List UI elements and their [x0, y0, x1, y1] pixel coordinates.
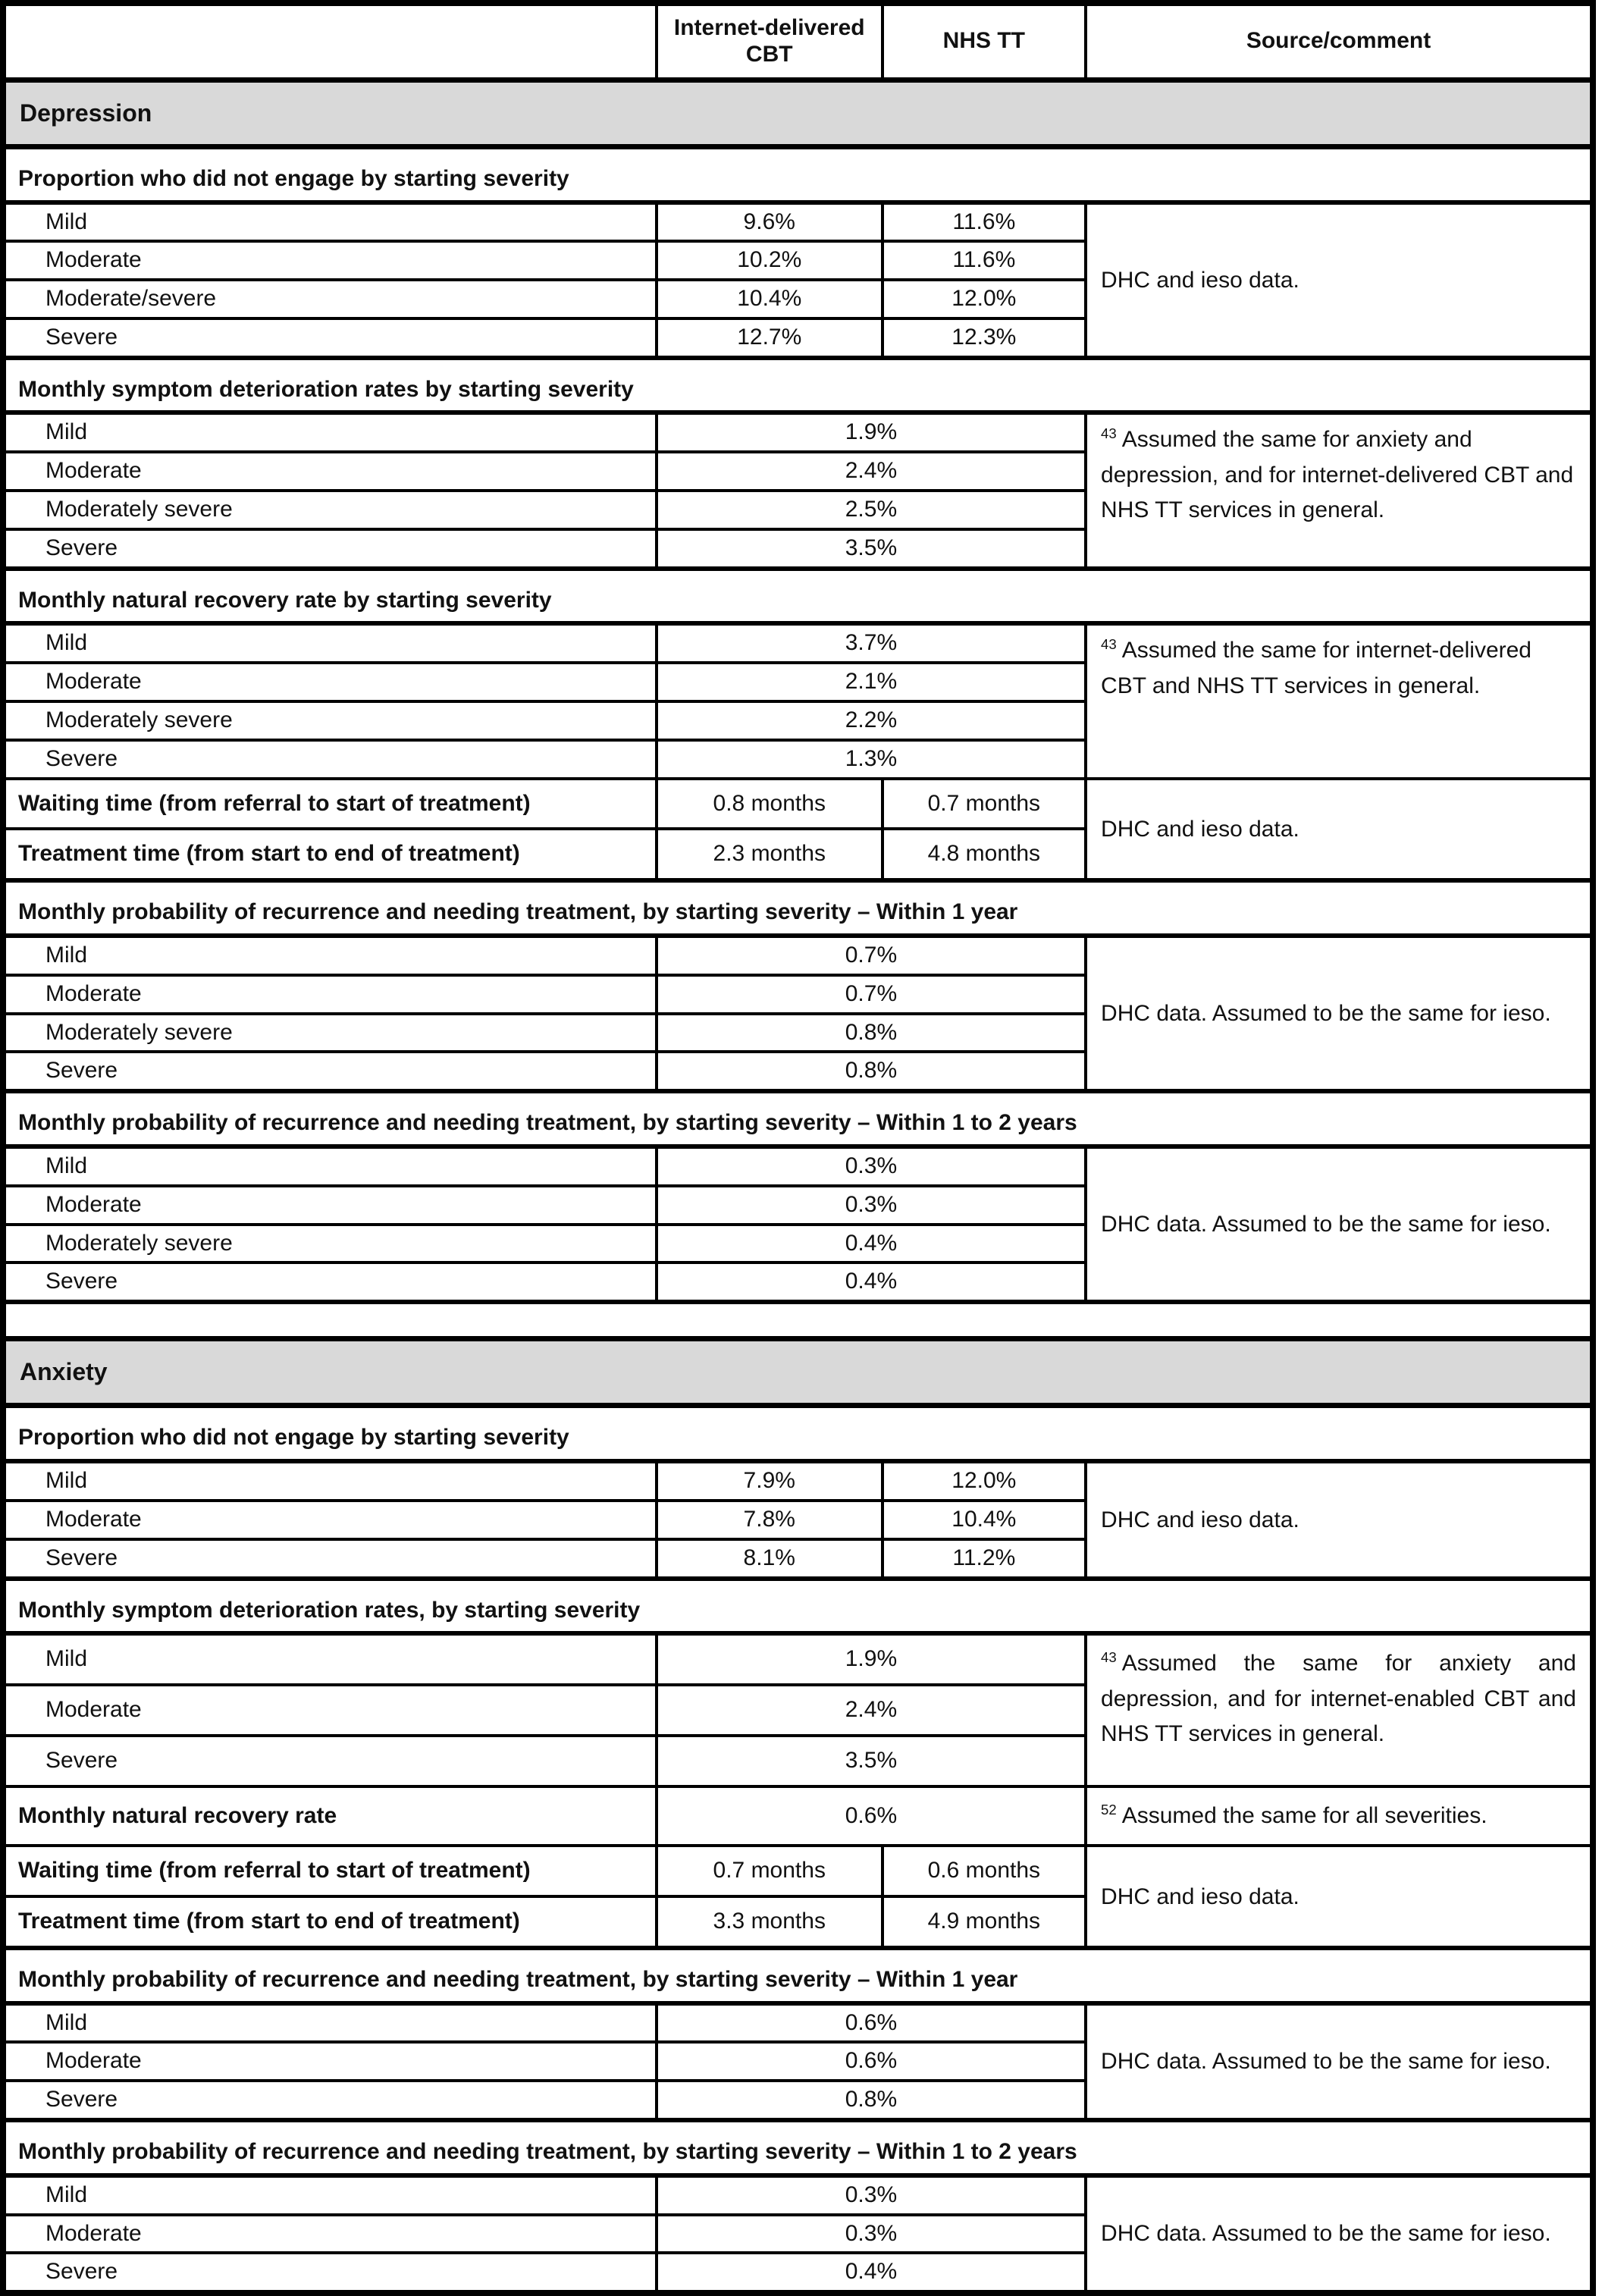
table-row: [3, 1786, 1593, 1846]
merged-value: 0.3%: [657, 2175, 1086, 2215]
row-label: Mild: [3, 623, 657, 663]
merged-value: 0.3%: [657, 1146, 1086, 1186]
row-label: Moderate: [3, 1186, 657, 1225]
column-header-cbt: Internet-delivered CBT: [657, 3, 883, 80]
row-label: Moderate: [3, 241, 657, 280]
merged-value: 0.6%: [657, 1786, 1086, 1846]
row-label: Treatment time (from start to end of treatment): [3, 829, 657, 880]
source-text: DHC data. Assumed to be the same for ieso.: [1101, 2049, 1551, 2075]
row-label: Waiting time (from referral to start of treatment): [3, 1846, 657, 1896]
row-label: Severe: [3, 1262, 657, 1302]
group-heading: Proportion who did not engage by starting severity: [3, 1406, 1593, 1461]
merged-value: 0.7%: [657, 975, 1086, 1014]
source-cell: [1086, 412, 1593, 568]
row-label: Moderately severe: [3, 1225, 657, 1263]
source-cell: [1086, 202, 1593, 358]
cbt-value: 10.2%: [657, 241, 883, 280]
row-label: Mild: [3, 1146, 657, 1186]
merged-value: 2.4%: [657, 452, 1086, 491]
table-row: [3, 1633, 1593, 1685]
group-heading-row: [3, 2120, 1593, 2175]
row-label: Mild: [3, 202, 657, 242]
row-label: Moderate: [3, 975, 657, 1014]
table-row: [3, 779, 1593, 830]
nhs-value: 11.6%: [883, 241, 1086, 280]
row-label: Mild: [3, 1633, 657, 1685]
row-label: Moderate: [3, 2215, 657, 2254]
row-label: Mild: [3, 2003, 657, 2043]
merged-value: 1.9%: [657, 1633, 1086, 1685]
row-label: Moderately severe: [3, 1014, 657, 1052]
merged-value: 0.7%: [657, 936, 1086, 975]
cbt-value: 7.9%: [657, 1461, 883, 1501]
row-label: Monthly natural recovery rate: [3, 1786, 657, 1846]
group-heading: Proportion who did not engage by starting severity: [3, 146, 1593, 202]
row-label: Waiting time (from referral to start of treatment): [3, 779, 657, 830]
source-cell: [1086, 1633, 1593, 1786]
row-label: Severe: [3, 2081, 657, 2120]
row-label: Moderate: [3, 1685, 657, 1736]
merged-value: 0.6%: [657, 2003, 1086, 2043]
merged-value: 3.7%: [657, 623, 1086, 663]
source-text: Assumed the same for all severities.: [1121, 1802, 1488, 1828]
column-header-nhs-tt: NHS TT: [883, 3, 1086, 80]
group-heading: Monthly symptom deterioration rates, by starting severity: [3, 1579, 1593, 1634]
nhs-value: 12.3%: [883, 318, 1086, 358]
row-label: Severe: [3, 1539, 657, 1579]
merged-value: 0.8%: [657, 2081, 1086, 2120]
row-label: Mild: [3, 412, 657, 452]
row-label: Treatment time (from start to end of treatment): [3, 1896, 657, 1948]
row-label: Moderate: [3, 1501, 657, 1539]
column-header-source: Source/comment: [1086, 3, 1593, 80]
merged-value: 0.8%: [657, 1052, 1086, 1091]
cbt-value: 2.3 months: [657, 829, 883, 880]
merged-value: 2.5%: [657, 491, 1086, 529]
nhs-value: 0.6 months: [883, 1846, 1086, 1896]
source-cell: [1086, 2003, 1593, 2120]
group-heading: Monthly probability of recurrence and needing treatment, by starting severity – Within 1 year: [3, 880, 1593, 936]
merged-value: 1.9%: [657, 412, 1086, 452]
footnote-ref: 43: [1101, 636, 1117, 653]
cbt-value: 7.8%: [657, 1501, 883, 1539]
section-header-row-anxiety: [3, 1339, 1593, 1406]
group-heading: Monthly symptom deterioration rates by starting severity: [3, 358, 1593, 413]
row-label: Severe: [3, 2253, 657, 2293]
table-row: [3, 623, 1593, 663]
group-heading: Monthly probability of recurrence and needing treatment, by starting severity – Within 1 to 2 years: [3, 2120, 1593, 2175]
merged-value: 3.5%: [657, 1736, 1086, 1786]
merged-value: 0.4%: [657, 1225, 1086, 1263]
group-heading-row: [3, 1406, 1593, 1461]
group-heading: Monthly probability of recurrence and needing treatment, by starting severity – Within 1 to 2 years: [3, 1091, 1593, 1146]
footnote-ref: 43: [1101, 1649, 1117, 1666]
nhs-value: 12.0%: [883, 280, 1086, 318]
source-text: DHC and ieso data.: [1101, 1884, 1299, 1909]
row-label: Severe: [3, 529, 657, 569]
group-heading-row: [3, 358, 1593, 413]
table-row: [3, 2003, 1593, 2043]
cbt-value: 12.7%: [657, 318, 883, 358]
table-row: [3, 1146, 1593, 1186]
source-text: DHC data. Assumed to be the same for ieso.: [1101, 1212, 1551, 1237]
section-spacer: [3, 1302, 1593, 1339]
section-header-depression: Depression: [3, 80, 1593, 146]
cbt-value: 3.3 months: [657, 1896, 883, 1948]
merged-value: 2.4%: [657, 1685, 1086, 1736]
source-text: DHC and ieso data.: [1101, 1507, 1299, 1532]
row-label: Moderate: [3, 2042, 657, 2081]
table-row: [3, 1461, 1593, 1501]
section-header-anxiety: Anxiety: [3, 1339, 1593, 1406]
footnote-ref: 52: [1101, 1801, 1117, 1818]
row-label: Moderate/severe: [3, 280, 657, 318]
row-label: Moderately severe: [3, 491, 657, 529]
source-text: DHC data. Assumed to be the same for ieso.: [1101, 2221, 1551, 2247]
merged-value: 1.3%: [657, 740, 1086, 779]
nhs-value: 11.2%: [883, 1539, 1086, 1579]
nhs-value: 10.4%: [883, 1501, 1086, 1539]
merged-value: 0.4%: [657, 1262, 1086, 1302]
nhs-value: 11.6%: [883, 202, 1086, 242]
source-text: DHC and ieso data.: [1101, 267, 1299, 293]
source-text: DHC and ieso data.: [1101, 816, 1299, 842]
row-label: Mild: [3, 1461, 657, 1501]
source-text: Assumed the same for internet-delivered CBT and NHS TT services in general.: [1101, 638, 1531, 698]
table-row: [3, 412, 1593, 452]
source-text: Assumed the same for anxiety and depression, and for internet-enabled CBT and NHS TT services in general.: [1101, 1651, 1576, 1747]
section-spacer-row: [3, 1302, 1593, 1339]
group-heading-row: [3, 1091, 1593, 1146]
merged-value: 2.1%: [657, 663, 1086, 701]
row-label: Moderately severe: [3, 701, 657, 740]
nhs-value: 4.8 months: [883, 829, 1086, 880]
merged-value: 2.2%: [657, 701, 1086, 740]
group-heading-row: [3, 569, 1593, 624]
source-cell: [1086, 1786, 1593, 1846]
merged-value: 0.8%: [657, 1014, 1086, 1052]
merged-value: 0.3%: [657, 2215, 1086, 2254]
source-text: DHC data. Assumed to be the same for ieso.: [1101, 1001, 1551, 1027]
merged-value: 3.5%: [657, 529, 1086, 569]
source-cell: [1086, 1846, 1593, 1948]
merged-value: 0.4%: [657, 2253, 1086, 2293]
group-heading-row: [3, 880, 1593, 936]
nhs-value: 4.9 months: [883, 1896, 1086, 1948]
source-cell: [1086, 2175, 1593, 2293]
table-row: [3, 1846, 1593, 1896]
section-header-row-depression: [3, 80, 1593, 146]
table-row: [3, 2175, 1593, 2215]
cbt-value: 9.6%: [657, 202, 883, 242]
group-heading: Monthly probability of recurrence and needing treatment, by starting severity – Within 1 year: [3, 1948, 1593, 2003]
table-row: [3, 936, 1593, 975]
row-label: Mild: [3, 936, 657, 975]
cbt-value: 8.1%: [657, 1539, 883, 1579]
table-row: [3, 202, 1593, 242]
row-label: Severe: [3, 1736, 657, 1786]
column-header-row: [3, 3, 1593, 80]
row-label: Severe: [3, 740, 657, 779]
source-cell: [1086, 1146, 1593, 1302]
row-label: Severe: [3, 1052, 657, 1091]
nhs-value: 12.0%: [883, 1461, 1086, 1501]
cbt-value: 0.7 months: [657, 1846, 883, 1896]
source-text: Assumed the same for anxiety and depression, and for internet-delivered CBT and NHS TT services in general.: [1101, 427, 1574, 523]
source-cell: [1086, 936, 1593, 1091]
row-label: Moderate: [3, 663, 657, 701]
column-header-blank: [3, 3, 657, 80]
source-cell: [1086, 779, 1593, 881]
row-label: Mild: [3, 2175, 657, 2215]
cbt-value: 0.8 months: [657, 779, 883, 830]
merged-value: 0.6%: [657, 2042, 1086, 2081]
row-label: Severe: [3, 318, 657, 358]
group-heading-row: [3, 1579, 1593, 1634]
nhs-value: 0.7 months: [883, 779, 1086, 830]
merged-value: 0.3%: [657, 1186, 1086, 1225]
cbt-value: 10.4%: [657, 280, 883, 318]
row-label: Moderate: [3, 452, 657, 491]
group-heading: Monthly natural recovery rate by starting severity: [3, 569, 1593, 624]
group-heading-row: [3, 146, 1593, 202]
source-cell: [1086, 623, 1593, 778]
group-heading-row: [3, 1948, 1593, 2003]
source-cell: [1086, 1461, 1593, 1578]
footnote-ref: 43: [1101, 425, 1117, 442]
